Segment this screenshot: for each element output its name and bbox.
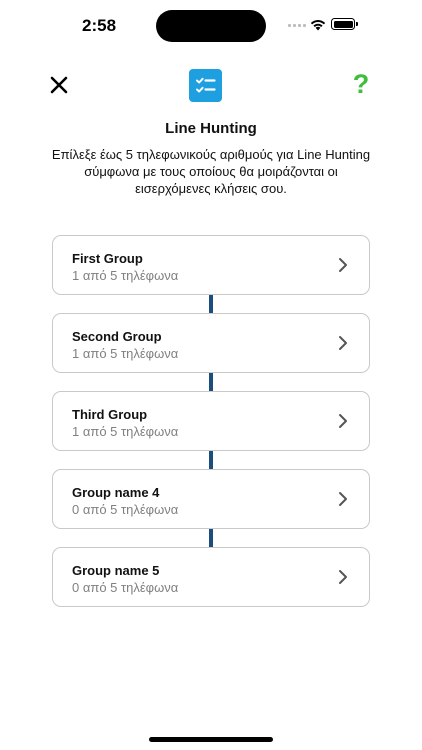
battery-icon bbox=[331, 18, 355, 30]
close-icon bbox=[50, 76, 68, 94]
group-card-2[interactable] bbox=[52, 313, 370, 373]
group-phone-count: 1 από 5 τηλέφωνα bbox=[72, 424, 179, 439]
chevron-right-icon bbox=[337, 569, 349, 585]
cellular-signal-icon bbox=[288, 24, 306, 27]
group-card-1[interactable] bbox=[52, 235, 370, 295]
group-phone-count: 0 από 5 τηλέφωνα bbox=[72, 502, 179, 517]
dynamic-island bbox=[156, 10, 266, 42]
group-connector bbox=[209, 451, 213, 469]
group-phone-count: 1 από 5 τηλέφωνα bbox=[72, 346, 179, 361]
group-connector bbox=[209, 295, 213, 313]
wifi-icon bbox=[309, 17, 327, 31]
group-connector bbox=[209, 529, 213, 547]
status-bar bbox=[0, 0, 422, 54]
group-name: Third Group bbox=[72, 407, 148, 422]
help-button[interactable]: ? bbox=[352, 69, 370, 99]
page-title: Line Hunting bbox=[165, 120, 257, 137]
group-phone-count: 1 από 5 τηλέφωνα bbox=[72, 268, 179, 283]
battery-cap bbox=[356, 22, 358, 26]
group-card-4[interactable] bbox=[52, 469, 370, 529]
checklist-icon bbox=[189, 69, 222, 102]
status-time: 2:58 bbox=[82, 16, 117, 35]
group-name: First Group bbox=[72, 251, 143, 266]
group-list bbox=[52, 235, 370, 607]
group-name: Group name 5 bbox=[72, 563, 160, 578]
group-name: Second Group bbox=[72, 329, 162, 344]
group-card-5[interactable] bbox=[52, 547, 370, 607]
home-indicator[interactable] bbox=[149, 737, 273, 742]
group-name: Group name 4 bbox=[72, 485, 160, 500]
group-connector bbox=[209, 373, 213, 391]
chevron-right-icon bbox=[337, 491, 349, 507]
close-button[interactable] bbox=[46, 72, 72, 98]
chevron-right-icon bbox=[337, 335, 349, 351]
chevron-right-icon bbox=[337, 413, 349, 429]
group-card-3[interactable] bbox=[52, 391, 370, 451]
chevron-right-icon bbox=[337, 257, 349, 273]
page-description: Επίλεξε έως 5 τηλεφωνικούς αριθμούς για Line Hunting σύμφωνα με τους οποίους θα μοιράζονται οι εισερχόμενες κλήσεις σου. bbox=[51, 147, 371, 196]
group-phone-count: 0 από 5 τηλέφωνα bbox=[72, 580, 179, 595]
